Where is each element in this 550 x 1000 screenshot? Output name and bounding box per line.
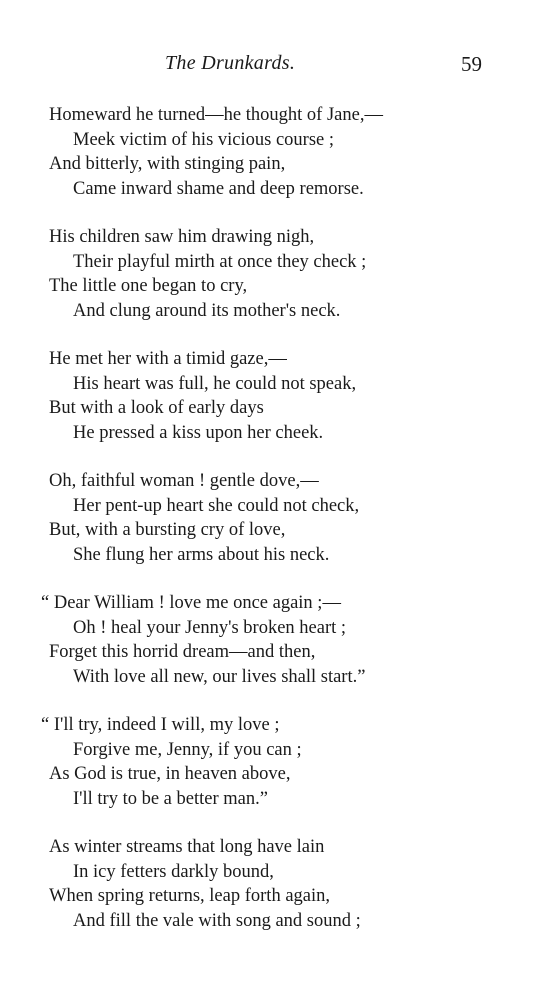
poem-line: As God is true, in heaven above,: [49, 764, 291, 784]
poem-line: His children saw him drawing nigh,: [49, 227, 315, 247]
page-header: [0, 52, 550, 82]
poem-line: Meek victim of his vicious course ;: [73, 129, 335, 150]
poem-line: And bitterly, with stinging pain,: [49, 154, 286, 174]
page-number: 59: [461, 52, 482, 76]
poem-line: The little one began to cry,: [49, 276, 248, 296]
stanza: [41, 713, 529, 811]
poem-line: “ Dear William ! love me once again ;—: [41, 593, 341, 613]
poem-line: With love all new, our lives shall start.”: [73, 666, 366, 687]
poem-line: In icy fetters darkly bound,: [73, 861, 274, 882]
stanza: [49, 225, 529, 323]
poem-line: I'll try to be a better man.”: [73, 788, 268, 809]
poem-line: Her pent-up heart she could not check,: [73, 495, 360, 516]
poem-line: Forget this horrid dream—and then,: [49, 642, 316, 662]
stanza: [49, 347, 529, 445]
poem-line: When spring returns, leap forth again,: [49, 886, 331, 906]
poem-line: Oh ! heal your Jenny's broken heart ;: [73, 617, 347, 638]
stanza: [49, 103, 529, 201]
poem-line: She flung her arms about his neck.: [73, 544, 330, 565]
poem-line: Homeward he turned—he thought of Jane,—: [49, 105, 383, 125]
poem-line: But with a look of early days: [49, 398, 264, 418]
stanza: [49, 469, 529, 567]
stanza: [49, 835, 529, 933]
poem-line: Their playful mirth at once they check ;: [73, 251, 367, 272]
poem-line: And clung around its mother's neck.: [73, 300, 341, 321]
poem-line: He pressed a kiss upon her cheek.: [73, 422, 324, 443]
poem-line: Came inward shame and deep remorse.: [73, 178, 364, 199]
poem-line: He met her with a timid gaze,—: [49, 349, 287, 369]
poem-line: Forgive me, Jenny, if you can ;: [73, 739, 302, 760]
poem-line: As winter streams that long have lain: [49, 837, 325, 857]
poem-line: His heart was full, he could not speak,: [73, 373, 357, 394]
poem-line: And fill the vale with song and sound ;: [73, 910, 361, 931]
running-title: The Drunkards.: [165, 52, 296, 74]
poem-line: “ I'll try, indeed I will, my love ;: [41, 715, 280, 735]
poem-line: But, with a bursting cry of love,: [49, 520, 286, 540]
stanza: [41, 591, 529, 689]
poem-line: Oh, faithful woman ! gentle dove,—: [49, 471, 319, 491]
poem-body: [41, 103, 529, 957]
